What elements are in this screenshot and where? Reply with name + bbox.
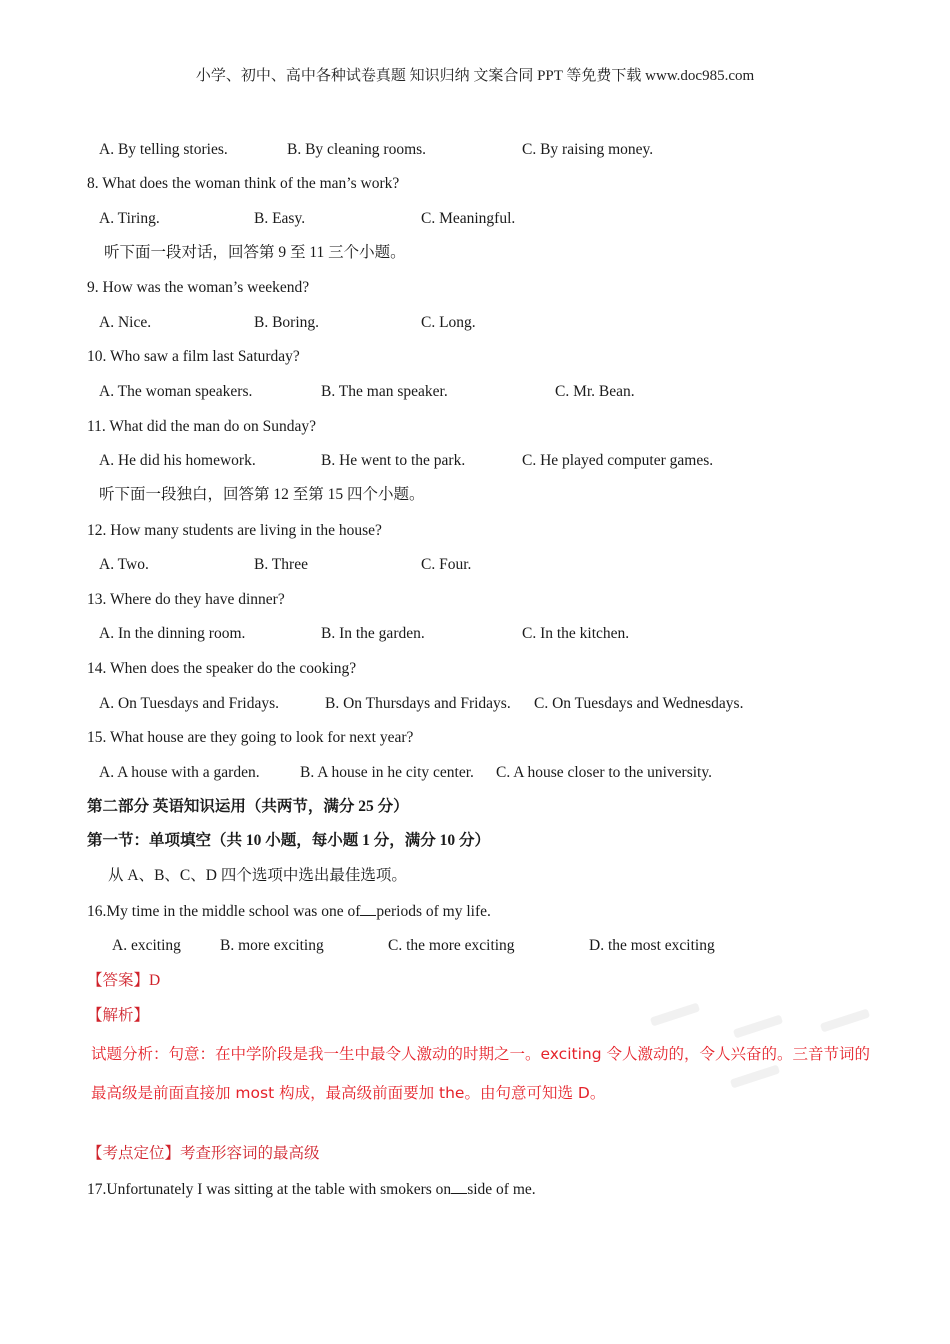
q11-question: 11. What did the man do on Sunday?	[87, 418, 317, 435]
q7-option-c: C. By raising money.	[522, 141, 654, 158]
q13-option-b: B. In the garden.	[321, 625, 425, 642]
part2-title: 第二部分 英语知识运用（共两节，满分 25 分）	[87, 798, 409, 815]
q9-option-a: A. Nice.	[99, 314, 152, 331]
q15-option-b: B. A house in he city center.	[300, 764, 474, 781]
q11-option-b: B. He went to the park.	[321, 452, 466, 469]
q15-option-c: C. A house closer to the university.	[496, 764, 712, 781]
instruction-12-15: 听下面一段独白，回答第 12 至第 15 四个小题。	[99, 486, 425, 503]
q14-option-b: B. On Thursdays and Fridays.	[325, 695, 511, 712]
q16-option-d: D. the most exciting	[589, 937, 715, 954]
q12-question: 12. How many students are living in the house?	[87, 522, 382, 539]
q9-option-b: B. Boring.	[254, 314, 320, 331]
q15-question: 15. What house are they going to look for next year?	[87, 729, 414, 746]
q10-option-b: B. The man speaker.	[321, 383, 448, 400]
q8-option-b: B. Easy.	[254, 210, 306, 227]
q10-question: 10. Who saw a film last Saturday?	[87, 348, 300, 365]
q12-option-b: B. Three	[254, 556, 308, 573]
q7-option-a: A. By telling stories.	[99, 141, 228, 158]
q12-option-a: A. Two.	[99, 556, 149, 573]
q14-option-c: C. On Tuesdays and Wednesdays.	[534, 695, 744, 712]
q16-text-after: periods of my life.	[376, 903, 491, 920]
q13-option-c: C. In the kitchen.	[522, 625, 630, 642]
key-point-line	[87, 1144, 320, 1164]
analysis-label: 【解析】	[87, 1007, 150, 1024]
q12-option-c: C. Four.	[421, 556, 472, 573]
q10-option-a: A. The woman speakers.	[99, 383, 253, 400]
q15-option-a: A. A house with a garden.	[99, 764, 260, 781]
q13-question: 13. Where do they have dinner?	[87, 591, 285, 608]
key-point-value: 考查形容词的最高级	[180, 1145, 320, 1162]
q17-question	[87, 1179, 536, 1200]
answer-line	[87, 971, 160, 991]
q8-option-c: C. Meaningful.	[421, 210, 516, 227]
section1-instruction: 从 A、B、C、D 四个选项中选出最佳选项。	[108, 867, 407, 884]
q11-option-a: A. He did his homework.	[99, 452, 256, 469]
q16-option-a: A. exciting	[112, 937, 181, 954]
q16-blank	[360, 901, 376, 916]
q8-option-a: A. Tiring.	[99, 210, 160, 227]
q9-question: 9. How was the woman’s weekend?	[87, 279, 310, 296]
q16-option-b: B. more exciting	[220, 937, 324, 954]
page-header: 小学、初中、高中各种试卷真题 知识归纳 文案合同 PPT 等免费下载 www.doc985.com	[195, 68, 755, 84]
key-point-label: 【考点定位】	[87, 1145, 181, 1162]
q11-option-c: C. He played computer games.	[522, 452, 714, 469]
q17-text-after: side of me.	[467, 1181, 536, 1198]
q8-question: 8. What does the woman think of the man’s work?	[87, 175, 400, 192]
watermark	[820, 1008, 870, 1032]
watermark	[650, 1002, 700, 1026]
q13-option-a: A. In the dinning room.	[99, 625, 246, 642]
q17-text-before: 17.Unfortunately I was sitting at the table with smokers on	[87, 1181, 452, 1198]
answer-value: D	[149, 972, 161, 989]
q16-option-c: C. the more exciting	[388, 937, 515, 954]
q9-option-c: C. Long.	[421, 314, 476, 331]
answer-label: 【答案】	[87, 972, 150, 989]
analysis-text: 试题分析：句意：在中学阶段是我一生中最令人激动的时期之一。exciting 令人激动的，令人兴奋的。三音节词的最高级是前面直接加 most 构成，最高级前面要加 the。由句意可知选 D。	[91, 1045, 870, 1102]
q14-option-a: A. On Tuesdays and Fridays.	[99, 695, 279, 712]
q10-option-c: C. Mr. Bean.	[555, 383, 635, 400]
q17-blank	[451, 1179, 467, 1194]
q16-question	[87, 901, 491, 922]
section1-title: 第一节：单项填空（共 10 小题，每小题 1 分，满分 10 分）	[87, 832, 491, 849]
q16-text-before: 16.My time in the middle school was one of	[87, 903, 361, 920]
q7-option-b: B. By cleaning rooms.	[287, 141, 427, 158]
q14-question: 14. When does the speaker do the cooking?	[87, 660, 357, 677]
instruction-9-11: 听下面一段对话，回答第 9 至 11 三个小题。	[104, 244, 406, 261]
